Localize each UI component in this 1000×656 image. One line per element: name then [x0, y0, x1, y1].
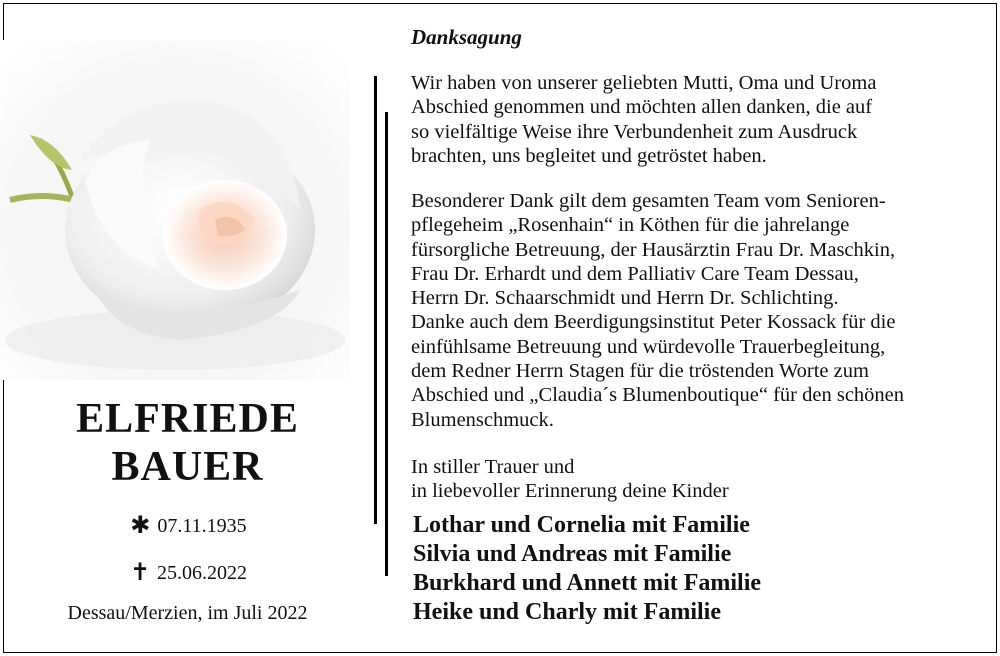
text-line: Danke auch dem Beerdigungsinstitut Peter Kossack für die — [411, 311, 896, 334]
heading-danksagung: Danksagung — [411, 25, 522, 49]
text-line: pflegeheim „Rosenhain“ in Köthen für die jahrelange — [411, 214, 850, 237]
divider-line-left — [374, 76, 377, 524]
text-line: fürsorgliche Betreuung, der Hausärztin Frau Dr. Maschkin, — [411, 238, 896, 261]
text-line: Blumenschmuck. — [411, 408, 554, 431]
deceased-first-name: ELFRIEDE — [76, 396, 299, 442]
thanks-paragraph-2 — [411, 189, 904, 432]
family-line: Silvia und Andreas mit Familie — [413, 541, 732, 567]
text-line: Abschied genommen und möchten allen danken, die auf — [411, 96, 873, 119]
text-line: Herrn Dr. Schaarschmidt und Herrn Dr. Schlichting. — [411, 287, 839, 310]
birth-asterisk-icon: ✱ — [130, 513, 151, 539]
text-line: brachten, uns begleitet und getröstet haben. — [411, 144, 767, 167]
deceased-last-name: BAUER — [111, 444, 264, 490]
thanks-paragraph-1 — [411, 71, 876, 168]
text-line: Abschied und „Claudia´s Blumenboutique“ für den schönen — [411, 384, 905, 407]
text-line: einfühlsame Betreuung und würdevolle Trauerbegleitung, — [411, 335, 886, 358]
text-line: In stiller Trauer und — [411, 456, 575, 478]
text-line: so vielfältige Weise ihre Verbundenheit zum Ausdruck — [411, 120, 858, 143]
divider-line-right — [385, 112, 388, 576]
family-line: Lothar und Cornelia mit Familie — [413, 512, 750, 538]
cross-icon: ✝ — [129, 560, 151, 586]
text-line: dem Redner Herrn Stagen für die tröstenden Worte zum — [411, 360, 869, 383]
text-line: Frau Dr. Erhardt und dem Palliativ Care Team Dessau, — [411, 262, 859, 285]
place-and-date: Dessau/Merzien, im Juli 2022 — [67, 602, 308, 624]
death-line — [0, 561, 375, 585]
text-line: Wir haben von unserer geliebten Mutti, Oma und Uroma — [411, 72, 877, 94]
white-rose-image — [0, 40, 350, 380]
birth-line — [0, 514, 375, 538]
family-line: Heike und Charly mit Familie — [413, 599, 721, 625]
text-line: in liebevoller Erinnerung deine Kinder — [411, 480, 729, 503]
text-line: Besonderer Dank gilt dem gesamten Team vom Senioren- — [411, 190, 886, 212]
death-date: 25.06.2022 — [157, 562, 247, 584]
family-line: Burkhard und Annett mit Familie — [413, 570, 762, 596]
birth-date: 07.11.1935 — [157, 515, 247, 537]
closing-text — [411, 455, 729, 504]
